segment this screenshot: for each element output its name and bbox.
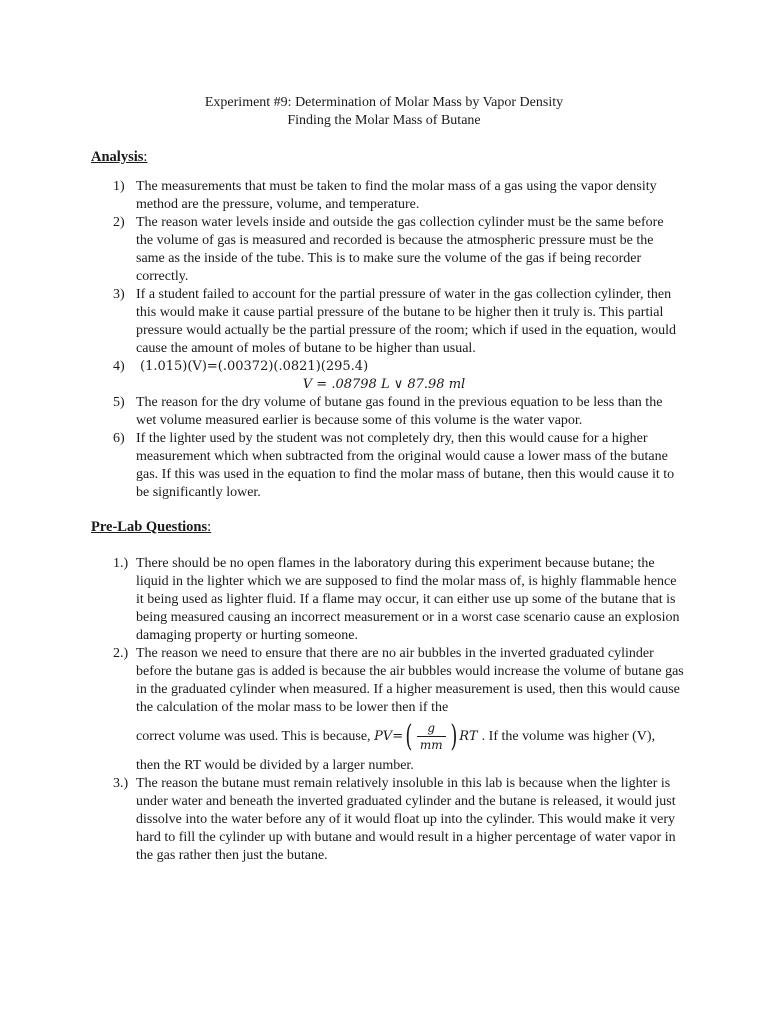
prelab-item-2 (0, 645, 684, 775)
item-number: 1.) (113, 556, 129, 571)
item-text: If the lighter used by the student was not completely dry, then this would cause for a higher measurement which when subtracted from the original would cause a lower mass of the butane gas. If this was used in the equation to find the molar mass of butane, then this would cause it to be significantly lower. (136, 431, 675, 500)
formula-rhs: RT (459, 729, 478, 744)
equation-line-2: V = .08798 L ∨ 87.98 ml (302, 377, 466, 392)
formula-fraction (417, 720, 446, 753)
item-number: 2.) (113, 646, 129, 661)
item-text: The measurements that must be taken to find the molar mass of a gas using the vapor density method are the pressure, volume, and temperature. (136, 179, 657, 212)
analysis-list (0, 178, 768, 502)
analysis-heading-colon: : (143, 149, 148, 165)
item-number: 1) (113, 179, 125, 194)
analysis-heading-text: Analysis (91, 149, 144, 165)
prelab-heading (91, 518, 211, 536)
item-number: 6) (113, 431, 125, 446)
title-line-2: Finding the Molar Mass of Butane (287, 113, 481, 128)
document-title (0, 94, 768, 130)
formula-tail-text: . If the volume was higher (V), (481, 729, 656, 744)
item-number: 4) (113, 359, 125, 374)
analysis-item-2 (0, 214, 684, 286)
prelab-heading-colon: : (207, 519, 212, 535)
equation-line-1: (1.015)(V)=(.00372)(.0821)(295.4) (140, 359, 369, 374)
analysis-heading (91, 148, 147, 166)
formula-row (136, 717, 684, 757)
formula-lead-text: correct volume was used. This is because, (136, 729, 371, 744)
item-text: There should be no open flames in the laboratory during this experiment because butane; the liquid in the lighter which we are supposed to find the molar mass of, is highly flammable hence it being used as lighter fluid. If a flame may occur, it can either use up some of the butane that is being measured causing an incorrect measurement or in a worst case scenario cause an explosion damaging property or hurting someone. (136, 556, 680, 643)
item-text-after: then the RT would be divided by a larger number. (136, 758, 414, 773)
analysis-item-6 (0, 430, 684, 502)
prelab-heading-text: Pre-Lab Questions (91, 519, 208, 535)
item-number: 3) (113, 287, 125, 302)
item-text: The reason water levels inside and outside the gas collection cylinder must be the same before the volume of gas is measured and recorded is because the atmospheric pressure must be the same as the inside of the tube. This is to make sure the volume of the gas if being recorder correctly. (136, 215, 664, 284)
prelab-list (0, 555, 768, 865)
item-number: 3.) (113, 776, 129, 791)
analysis-item-1 (0, 178, 684, 214)
item-text: The reason the butane must remain relatively insoluble in this lab is because when the lighter is under water and beneath the inverted graduated cylinder and the butane is released, it would just dissolve into the water before any of it would float up into the cylinder. This would make it very hard to fill the cylinder up with butane and would result in a higher percentage of water vapor in the gas rather then just the butane. (136, 776, 676, 863)
item-number: 2) (113, 215, 125, 230)
item-number: 5) (113, 395, 125, 410)
item-text: The reason we need to ensure that there are no air bubbles in the inverted graduated cylinder before the butane gas is added is because the air bubbles would increase the volume of butane gas in the graduated cylinder when measured. If a higher measurement is used, then this would cause the calculation of the molar mass to be lower then if the (136, 646, 684, 715)
formula-lhs: PV= (374, 729, 404, 744)
item-text: If a student failed to account for the partial pressure of water in the gas collection cylinder, then this would make it cause partial pressure of the butane to be higher then it truly is. This partial pressure would actually be the partial pressure of the room; which if used in the equation, would cause the amount of moles of butane to be higher than usual. (136, 287, 677, 356)
formula-left-paren: ( (405, 718, 413, 754)
prelab-item-3 (0, 775, 684, 865)
prelab-item-1 (0, 555, 684, 645)
analysis-item-4 (0, 358, 684, 394)
title-line-1: Experiment #9: Determination of Molar Mass by Vapor Density (204, 95, 564, 110)
formula-pv-nrt (374, 718, 482, 754)
formula-denominator: mm (419, 738, 443, 752)
formula-numerator: g (417, 720, 446, 737)
analysis-item-5 (0, 394, 684, 430)
analysis-item-3 (0, 286, 684, 358)
formula-right-paren: ) (449, 718, 457, 754)
item-text: The reason for the dry volume of butane gas found in the previous equation to be less than the wet volume measured earlier is because some of this volume is the water vapor. (136, 395, 663, 428)
